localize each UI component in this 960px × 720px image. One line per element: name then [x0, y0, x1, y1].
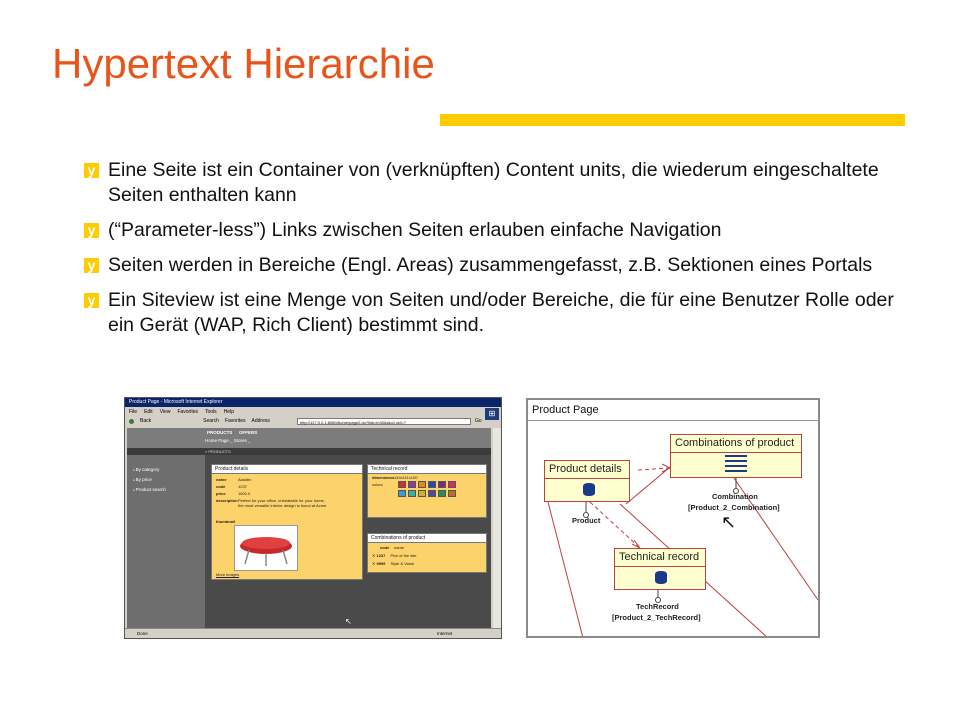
color-swatch[interactable]	[418, 481, 426, 488]
bullet-text: Eine Seite ist ein Container von (verknüpften) Content units, die wiederum eingeschaltete Seiten enthalten kann	[108, 159, 879, 206]
combinations-header	[380, 545, 404, 550]
bullet-icon: y	[84, 293, 99, 308]
address-input[interactable]: http://127.0.0.1:8080/Acme/page2.do?link=ln30&sku1.oid=7	[297, 418, 471, 425]
color-swatch[interactable]	[428, 481, 436, 488]
tab-offers[interactable]: OFFERS	[239, 430, 258, 435]
column-code: code	[380, 545, 390, 550]
detail-row	[216, 491, 250, 496]
sidebar-item-by-price[interactable]: ■ By price	[133, 477, 152, 482]
detail-value: 1600.0	[238, 491, 251, 496]
color-swatch[interactable]	[398, 490, 406, 497]
color-swatch[interactable]	[408, 481, 416, 488]
data-unit-icon	[655, 571, 667, 584]
detail-key: thumbnail	[216, 519, 236, 524]
column-name: name	[394, 545, 405, 550]
detail-value: Perfect for your office, unbeatable for your home, the most versatile interior design is found at Acme.	[238, 498, 328, 508]
detail-key: description	[216, 498, 238, 503]
site-header	[127, 428, 491, 448]
windows-logo-icon: ⊞	[485, 408, 499, 420]
bullet-item	[84, 218, 914, 243]
more-images-link[interactable]: More images	[216, 572, 240, 577]
detail-key: price	[216, 491, 226, 496]
bullet-item	[84, 253, 914, 278]
table-image-icon	[235, 526, 297, 570]
mouse-cursor-icon: ↖	[345, 617, 352, 626]
bullet-item	[84, 288, 914, 338]
dimensions-row	[372, 475, 417, 480]
webml-diagram	[526, 398, 820, 638]
address-label: Address	[251, 418, 270, 424]
detail-key: code	[216, 484, 226, 489]
panel-title: Combinations of product	[368, 534, 486, 543]
unit-title: Combinations of product	[671, 435, 801, 453]
status-zone: Internet	[437, 631, 453, 636]
mouse-cursor-icon: ↖	[721, 512, 737, 532]
title-underline-bar	[440, 114, 905, 126]
unit-title: Product details	[545, 461, 629, 479]
unit-title: Technical record	[615, 549, 705, 567]
browser-toolbar	[129, 417, 270, 426]
menu-favorites[interactable]: Favorites	[177, 409, 198, 415]
favorites-button[interactable]: Favorites	[224, 418, 246, 424]
unit-entity-label: TechRecord	[636, 602, 679, 611]
site-main	[205, 455, 491, 628]
menu-tools[interactable]: Tools	[205, 409, 217, 415]
sidebar-item-product-search[interactable]: ■ Product search	[133, 487, 173, 492]
detail-row	[216, 484, 247, 489]
combinations-panel	[367, 533, 487, 573]
tab-products[interactable]: PRODUCTS	[207, 430, 233, 435]
menu-file[interactable]: File	[129, 409, 138, 415]
diagram-divider	[528, 420, 818, 421]
colors-label: colors	[372, 482, 383, 487]
bullet-icon: y	[84, 258, 99, 273]
bullet-text: (“Parameter-less”) Links zwischen Seiten erlauben einfache Navigation	[108, 219, 722, 241]
section-band: » PRODUCTS	[127, 448, 491, 455]
combo-code: 1237	[376, 553, 386, 558]
combo-code: 9999	[376, 561, 386, 566]
bullet-icon: y	[84, 223, 99, 238]
search-button[interactable]: Search	[203, 418, 219, 424]
unit-entity-label: Combination	[712, 492, 758, 501]
back-icon[interactable]	[129, 419, 134, 424]
unit-entity-label: Product	[572, 516, 601, 525]
detail-value: 1237	[238, 484, 247, 489]
status-bar	[125, 628, 501, 639]
site-sidebar	[127, 455, 205, 628]
color-swatch[interactable]	[448, 490, 456, 497]
browser-menubar	[129, 408, 234, 416]
table-row[interactable]: ✕ 9999 Style & Value	[372, 561, 415, 566]
combinations-unit[interactable]	[670, 434, 802, 478]
bullet-icon: y	[84, 163, 99, 178]
product-details-panel	[211, 464, 363, 580]
menu-help[interactable]: Help	[223, 409, 234, 415]
table-row[interactable]: ✕ 1237 Pick of the site	[372, 553, 417, 558]
detail-row	[216, 498, 356, 508]
color-swatch[interactable]	[448, 481, 456, 488]
bullet-text: Ein Siteview ist eine Menge von Seiten und/oder Bereiche, die für eine Benutzer Rolle oder ein Gerät (WAP, Rich Client) bestimmt sind.	[108, 289, 894, 336]
color-swatch[interactable]	[408, 490, 416, 497]
browser-titlebar: Product Page - Microsoft Internet Explorer	[125, 398, 501, 407]
slide-title: Hypertext Hierarchie	[52, 40, 435, 87]
panel-title: Product details	[212, 465, 362, 474]
index-unit-icon	[725, 455, 747, 473]
color-swatch[interactable]	[438, 481, 446, 488]
color-swatch[interactable]	[398, 481, 406, 488]
unit-selector-label: [Product_2_Combination]	[688, 503, 780, 512]
back-button[interactable]: Back	[140, 418, 152, 424]
detail-row	[216, 477, 251, 482]
sidebar-item-by-category[interactable]: ■ By category	[133, 467, 159, 472]
technical-record-panel	[367, 464, 487, 518]
status-text: Done	[137, 631, 148, 636]
browser-viewport	[127, 428, 491, 628]
vertical-scrollbar[interactable]	[493, 428, 501, 628]
color-swatch[interactable]	[438, 490, 446, 497]
color-swatches	[398, 481, 456, 497]
bullet-list	[84, 158, 914, 348]
diagram-page-title: Product Page	[532, 404, 599, 416]
detail-key: dimensions	[372, 475, 395, 480]
panel-title: Technical record	[368, 465, 486, 474]
combo-name: Style & Value	[390, 561, 415, 566]
bullet-item	[84, 158, 914, 208]
breadcrumb[interactable]: Home Page _ Stores _	[205, 438, 251, 443]
product-thumbnail	[234, 525, 298, 571]
data-unit-icon	[583, 483, 595, 496]
color-swatch[interactable]	[418, 490, 426, 497]
detail-value: Aladdin	[238, 477, 252, 482]
unit-selector-label: [Product_2_TechRecord]	[612, 613, 701, 622]
menu-view[interactable]: View	[159, 409, 171, 415]
browser-screenshot	[124, 397, 502, 639]
go-button[interactable]: Go	[475, 418, 482, 424]
technical-record-unit[interactable]	[614, 548, 706, 590]
product-details-unit[interactable]	[544, 460, 630, 502]
bullet-text: Seiten werden in Bereiche (Engl. Areas) zusammengefasst, z.B. Sektionen eines Portals	[108, 254, 873, 276]
detail-row	[216, 519, 238, 524]
detail-key: name	[216, 477, 227, 482]
color-swatch[interactable]	[428, 490, 436, 497]
detail-value: 144x111x100	[394, 475, 418, 480]
menu-edit[interactable]: Edit	[144, 409, 153, 415]
combo-name: Pick of the site	[390, 553, 417, 558]
